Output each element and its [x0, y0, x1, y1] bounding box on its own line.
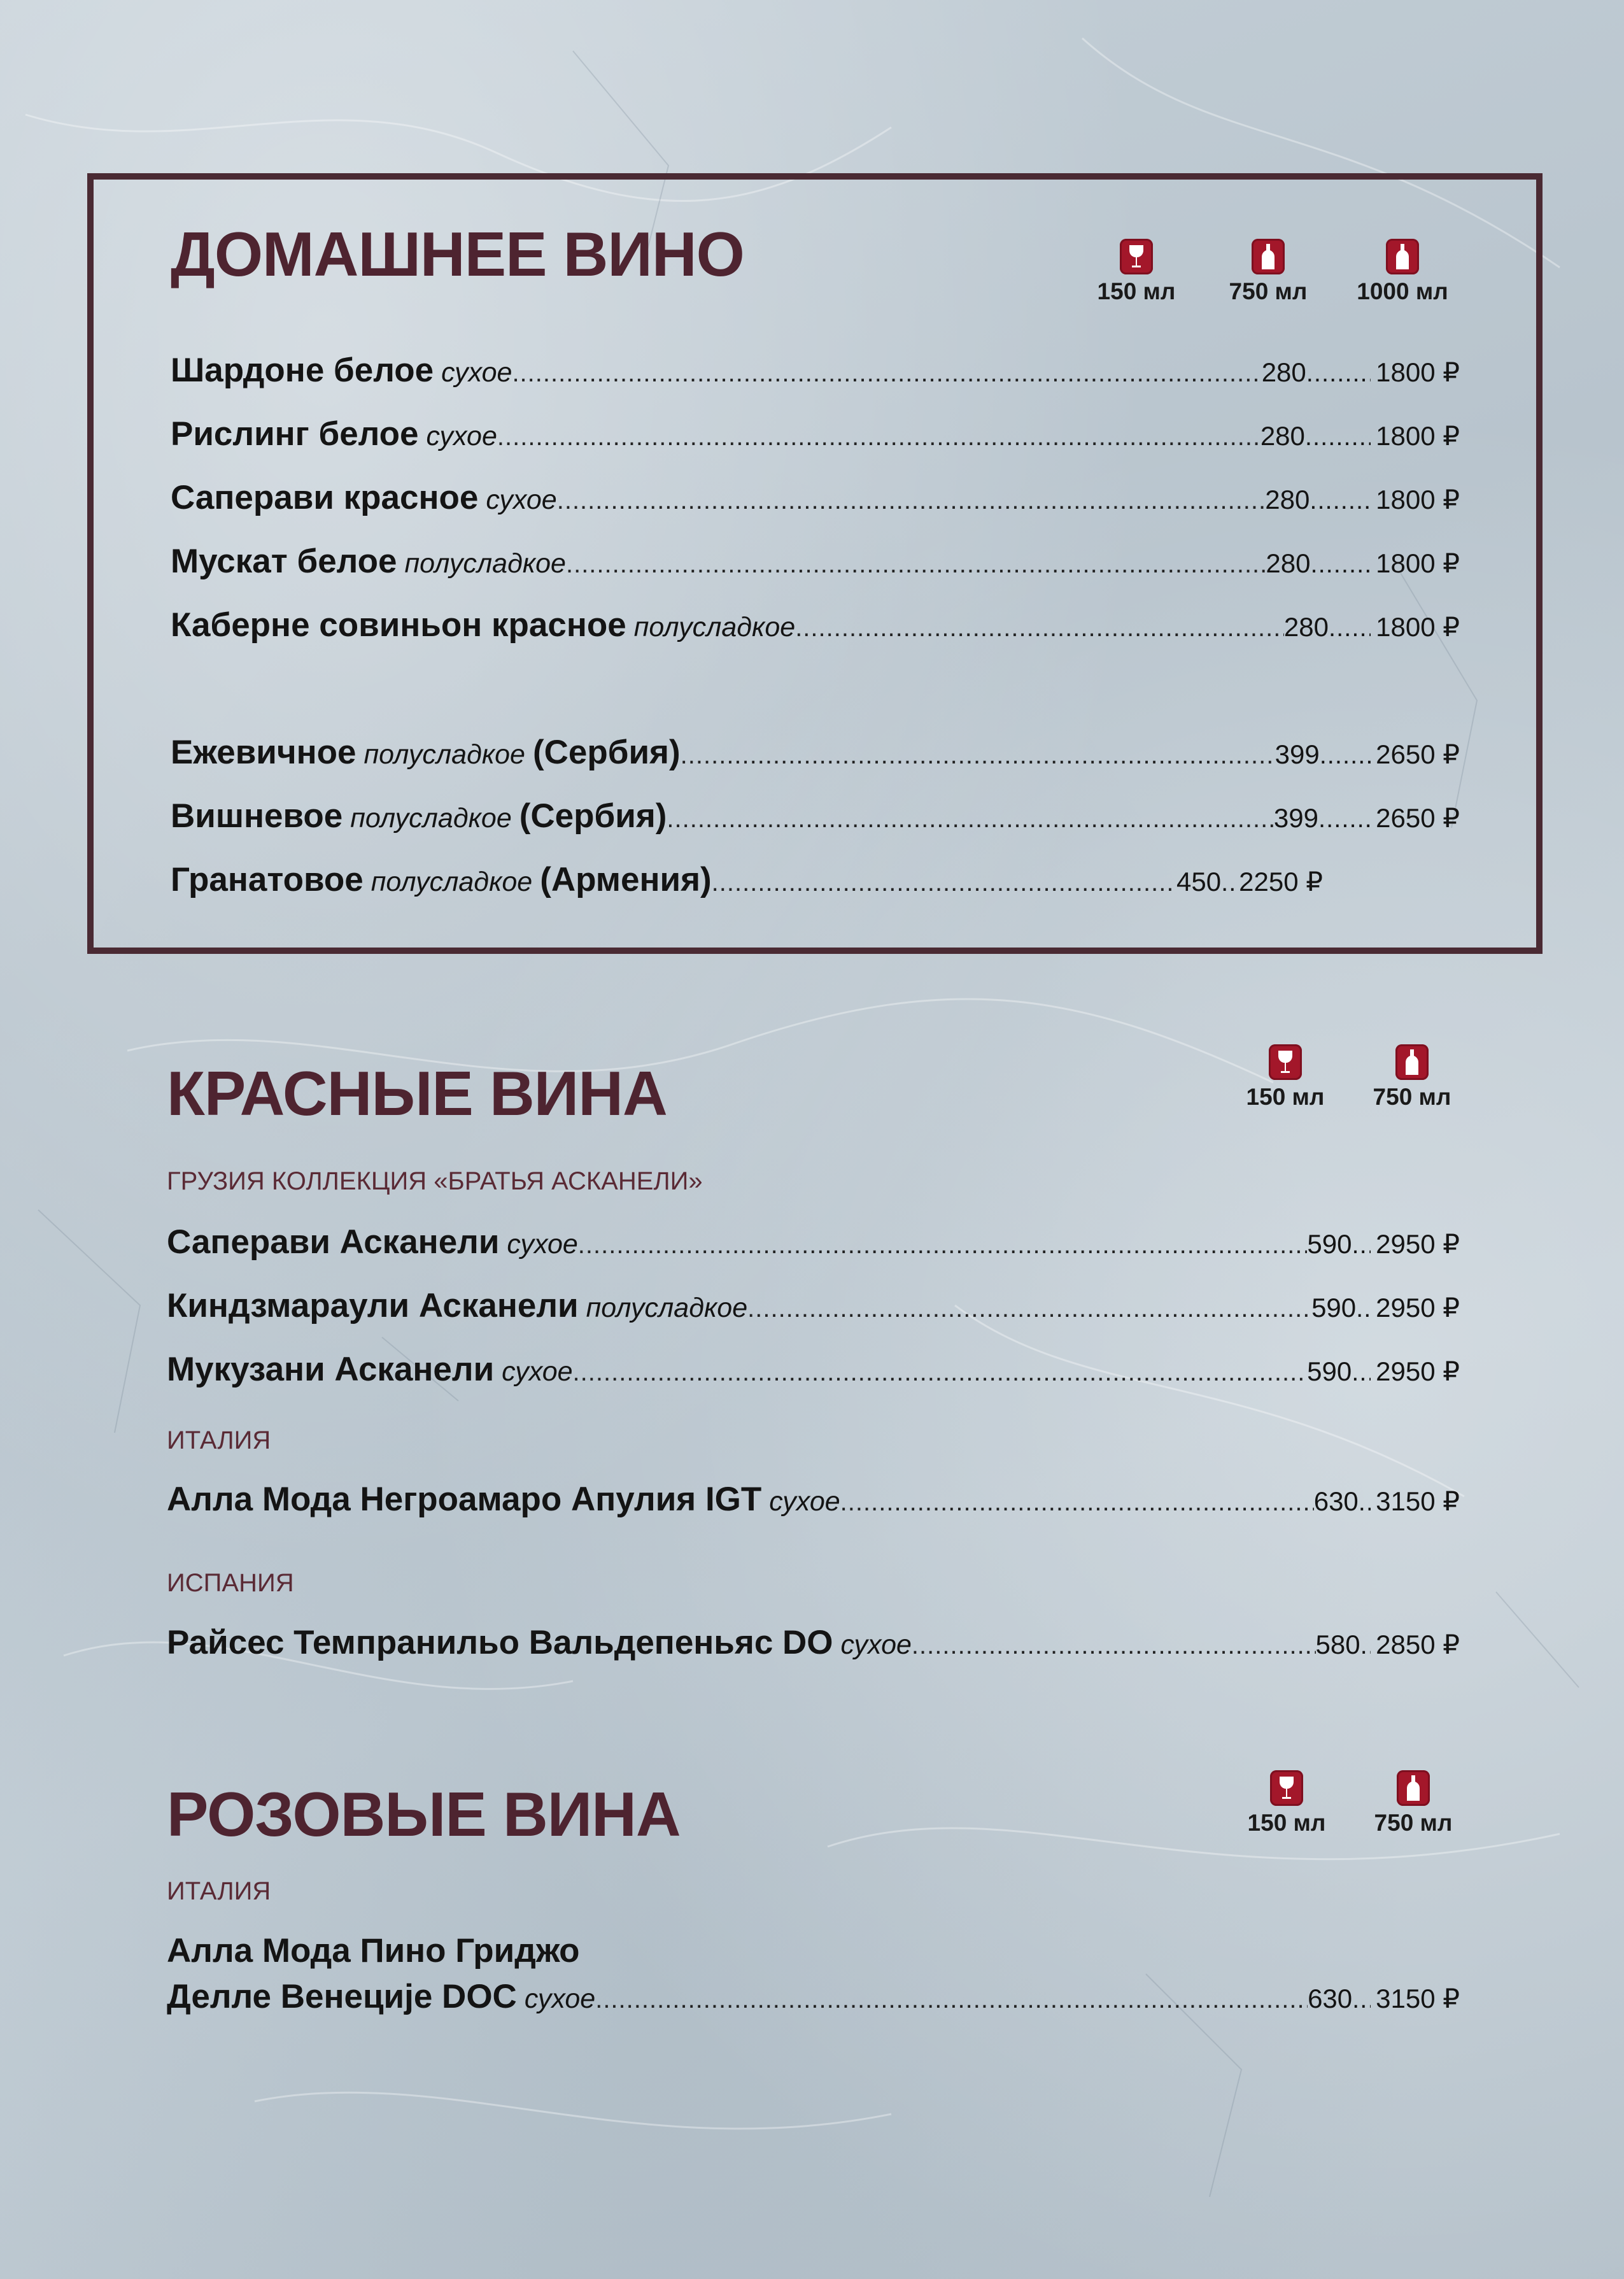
price-bottle: 2950 ₽ [1376, 1356, 1460, 1386]
volume-header-150: 150 мл [1066, 239, 1206, 303]
leader-dots [1360, 1631, 1371, 1660]
leader-dots [1352, 1230, 1371, 1260]
list-item: Саперави Асканели сухое ..... 590 ..... 2950 ₽ [167, 1223, 1460, 1262]
volume-header-750: 750 мл [1343, 1770, 1483, 1835]
wine-bottle-icon [1397, 1770, 1430, 1806]
price-glass: 280 [1261, 357, 1306, 387]
region-label: ИСПАНИЯ [167, 1569, 294, 1597]
list-item: Гранатовое полусладкое (Армения) ..... 450 ..... 2250 ₽ [171, 861, 1323, 900]
leader-dots [497, 422, 1260, 451]
wine-glass-icon [1120, 239, 1153, 274]
price-bottle: 2250 ₽ [1239, 867, 1323, 897]
leader-dots [681, 741, 1275, 770]
leader-dots [667, 804, 1274, 834]
price-glass: 630 [1308, 1984, 1353, 2013]
leader-dots [566, 550, 1266, 579]
price-glass: 280 [1265, 485, 1310, 515]
price-bottle: 1800 ₽ [1376, 548, 1460, 578]
volume-header-1000: 1000 мл [1332, 239, 1472, 303]
leader-dots [912, 1631, 1316, 1660]
leader-dots [1352, 1985, 1371, 2014]
wine-bottle-icon [1386, 239, 1419, 274]
list-item: Каберне совиньон красное полусладкое ..... 280 ..... 1800 ₽ [171, 606, 1460, 645]
price-glass: 280 [1283, 612, 1329, 642]
leader-dots [557, 486, 1266, 515]
price-bottle: 2950 ₽ [1376, 1293, 1460, 1323]
wine-bottle-icon [1252, 239, 1285, 274]
leader-dots [512, 359, 1261, 388]
price-bottle: 2650 ₽ [1376, 739, 1460, 769]
region-label: ИТАЛИЯ [167, 1426, 271, 1454]
price-bottle: 3150 ₽ [1376, 1486, 1460, 1516]
leader-dots [1318, 804, 1371, 834]
leader-dots [1320, 741, 1371, 770]
wine-glass-icon [1269, 1044, 1302, 1080]
leader-dots [595, 1985, 1308, 2014]
list-item: Алла Мода Негроамаро Апулия IGT сухое ..... 630 ..... 3150 ₽ [167, 1480, 1460, 1519]
leader-dots [1356, 1294, 1371, 1323]
list-item: Вишневое полусладкое (Сербия) ..... 399 ..... 2650 ₽ [171, 797, 1460, 836]
volume-header-750: 750 мл [1342, 1044, 1482, 1109]
price-bottle: 1800 ₽ [1376, 421, 1460, 451]
leader-dots [840, 1487, 1314, 1517]
volume-header-750: 750 мл [1198, 239, 1338, 303]
region-label: ГРУЗИЯ КОЛЛЕКЦИЯ «БРАТЬЯ АСКАНЕЛИ» [167, 1167, 703, 1195]
list-item: Райсес Темпранильо Вальдепеньяс DO сухое ..... 580 ..... 2850 ₽ [167, 1624, 1460, 1663]
rose-wines-title: РОЗОВЫЕ ВИНА [167, 1779, 681, 1849]
list-item: Саперави красное сухое ..... 280 ..... 1800 ₽ [171, 479, 1460, 518]
leader-dots [1329, 613, 1371, 643]
price-glass: 399 [1274, 739, 1320, 769]
price-bottle: 1800 ₽ [1376, 357, 1460, 387]
price-glass: 399 [1273, 803, 1318, 833]
leader-dots [1359, 1487, 1371, 1517]
wine-glass-icon [1270, 1770, 1303, 1806]
leader-dots [573, 1358, 1308, 1387]
leader-dots [795, 613, 1284, 643]
price-bottle: 3150 ₽ [1376, 1984, 1460, 2013]
price-bottle: 1800 ₽ [1376, 612, 1460, 642]
list-item: Шардоне белое сухое ..... 280 ..... 1800 ₽ [171, 351, 1460, 390]
price-glass: 590 [1307, 1356, 1352, 1386]
leader-dots [712, 868, 1176, 897]
price-glass: 450 [1176, 867, 1222, 897]
price-bottle: 2850 ₽ [1376, 1629, 1460, 1659]
price-bottle: 1800 ₽ [1376, 485, 1460, 515]
list-item: Рислинг белое сухое ..... 280 ..... 1800 ₽ [171, 415, 1460, 454]
price-glass: 280 [1260, 421, 1305, 451]
price-glass: 630 [1313, 1486, 1359, 1516]
price-glass: 590 [1311, 1293, 1357, 1323]
leader-dots [1310, 550, 1371, 579]
red-wines-title: КРАСНЫЕ ВИНА [167, 1058, 667, 1128]
item-name-line: Алла Мода Пино Гриджо [167, 1932, 580, 1970]
leader-dots [1221, 868, 1234, 897]
wine-bottle-icon [1395, 1044, 1429, 1080]
list-item: Мускат белое полусладкое ..... 280 ..... 1800 ₽ [171, 543, 1460, 581]
region-label: ИТАЛИЯ [167, 1877, 271, 1905]
list-item: Ежевичное полусладкое (Сербия) ..... 399 ..... 2650 ₽ [171, 734, 1460, 772]
price-glass: 580 [1315, 1629, 1360, 1659]
price-glass: 280 [1266, 548, 1311, 578]
list-item: Киндзмараули Асканели полусладкое ..... 590 ..... 2950 ₽ [167, 1287, 1460, 1326]
list-item: Мукузани Асканели сухое ..... 590 ..... 2950 ₽ [167, 1351, 1460, 1389]
volume-header-150: 150 мл [1215, 1044, 1355, 1109]
list-item: Делле Венеције DOC сухое ..... 630 ..... 3150 ₽ [167, 1978, 1460, 2017]
leader-dots [1352, 1358, 1371, 1387]
leader-dots [1306, 359, 1371, 388]
leader-dots [747, 1294, 1311, 1323]
home-wine-title: ДОМАШНЕЕ ВИНО [171, 219, 744, 289]
price-bottle: 2950 ₽ [1376, 1229, 1460, 1259]
leader-dots [1305, 422, 1371, 451]
volume-header-150: 150 мл [1217, 1770, 1357, 1835]
leader-dots [578, 1230, 1308, 1260]
leader-dots [1310, 486, 1371, 515]
price-glass: 590 [1307, 1229, 1352, 1259]
price-bottle: 2650 ₽ [1376, 803, 1460, 833]
